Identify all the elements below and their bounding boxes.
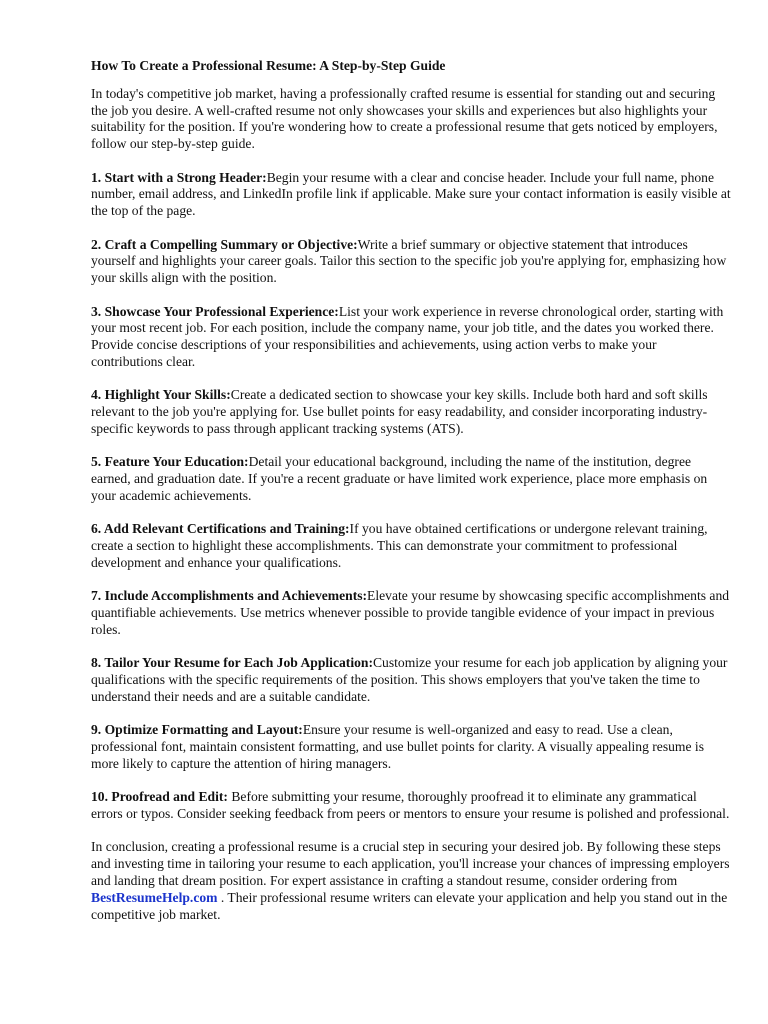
step-body: Create a dedicated section to showcase your key skills. Include both hard and soft skills relevant to the job you're applying for. Use bullet points for easy readability, and consider incorporating industry-specific keywords to pass through applicant tracking systems (ATS). — [91, 387, 708, 436]
step-body: Elevate your resume by showcasing specific accomplishments and quantifiable achievements. Use metrics whenever possible to provide tangible evidence of your impact in previous roles. — [91, 588, 730, 637]
step-body: Customize your resume for each job application by aligning your qualifications with the specific requirements of the position. This shows employers that you've taken the time to understand their needs and are a suitable candidate. — [91, 655, 728, 704]
intro-paragraph: In today's competitive job market, having a professionally crafted resume is essential for standing out and securing the job you desire. A well-crafted resume not only showcases your skills and experiences but also highlights your suitability for the position. If you're wondering how to create a professional resume that gets noticed by employers, follow our step-by-step guide. — [91, 85, 718, 152]
document-title: How To Create a Professional Resume: A Step-by-Step Guide — [91, 58, 446, 73]
step-heading: 5. Feature Your Education: — [91, 454, 249, 470]
step-paragraph — [91, 170, 731, 220]
step-paragraph — [91, 588, 731, 638]
step-paragraph — [91, 789, 731, 823]
step-heading: 2. Craft a Compelling Summary or Objective: — [91, 236, 358, 252]
conclusion-paragraph — [91, 839, 731, 923]
step-paragraph — [91, 655, 731, 705]
step-paragraph — [91, 454, 731, 504]
step-paragraph — [91, 722, 731, 772]
step-heading: 3. Showcase Your Professional Experience: — [91, 303, 339, 319]
step-body: Begin your resume with a clear and concise header. Include your full name, phone number, email address, and LinkedIn profile link if applicable. Make sure your contact information is easily visible at the top of the page. — [91, 169, 731, 219]
step-body: If you have obtained certifications or undergone relevant training, create a section to highlight these accomplishments. This can demonstrate your commitment to professional development and enhance your qualifications. — [91, 521, 708, 570]
step-body: List your work experience in reverse chronological order, starting with your most recent job. For each position, include the company name, your job title, and the dates you worked there. Provide concise descriptions of your responsibilities and achievements, using action verbs to make your contributions clear. — [91, 303, 724, 369]
steps-list — [91, 170, 731, 823]
step-heading: 8. Tailor Your Resume for Each Job Application: — [91, 655, 373, 671]
step-body: Ensure your resume is well-organized and easy to read. Use a clean, professional font, maintain consistent formatting, and use bullet points for clarity. A visually appealing resume is more likely to capture the attention of hiring managers. — [91, 722, 704, 771]
bestresumehelp-link[interactable]: BestResumeHelp.com — [91, 889, 218, 905]
document-page — [91, 58, 731, 940]
step-paragraph — [91, 237, 731, 287]
step-heading: 1. Start with a Strong Header: — [91, 169, 267, 185]
step-heading: 7. Include Accomplishments and Achievements: — [91, 588, 368, 604]
step-body: Detail your educational background, including the name of the institution, degree earned, and graduation date. If you're a recent graduate or have limited work experience, place more emphasis on your academic achievements. — [91, 454, 708, 503]
step-heading: 6. Add Relevant Certifications and Training: — [91, 521, 350, 537]
step-paragraph — [91, 387, 731, 437]
step-paragraph — [91, 521, 731, 571]
step-body: Before submitting your resume, thoroughly proofread it to eliminate any grammatical errors or typos. Consider seeking feedback from peers or mentors to ensure your resume is polished and professional. — [91, 789, 730, 822]
conclusion-text-before: In conclusion, creating a professional resume is a crucial step in securing your desired job. By following these steps and investing time in tailoring your resume to each application, you'll increase your chances of impressing employers and landing that dream position. For expert assistance in crafting a standout resume, consider ordering from — [91, 839, 730, 889]
step-heading: 10. Proofread and Edit: — [91, 789, 232, 805]
step-heading: 9. Optimize Formatting and Layout: — [91, 722, 303, 738]
step-heading: 4. Highlight Your Skills: — [91, 387, 231, 403]
step-body: Write a brief summary or objective statement that introduces yourself and highlights your career goals. Tailor this section to the specific job you're applying for, emphasizing how your skills align with the position. — [91, 236, 727, 286]
step-paragraph — [91, 304, 731, 371]
conclusion-text-after: . Their professional resume writers can elevate your application and help you stand out in the competitive job market. — [91, 889, 728, 922]
